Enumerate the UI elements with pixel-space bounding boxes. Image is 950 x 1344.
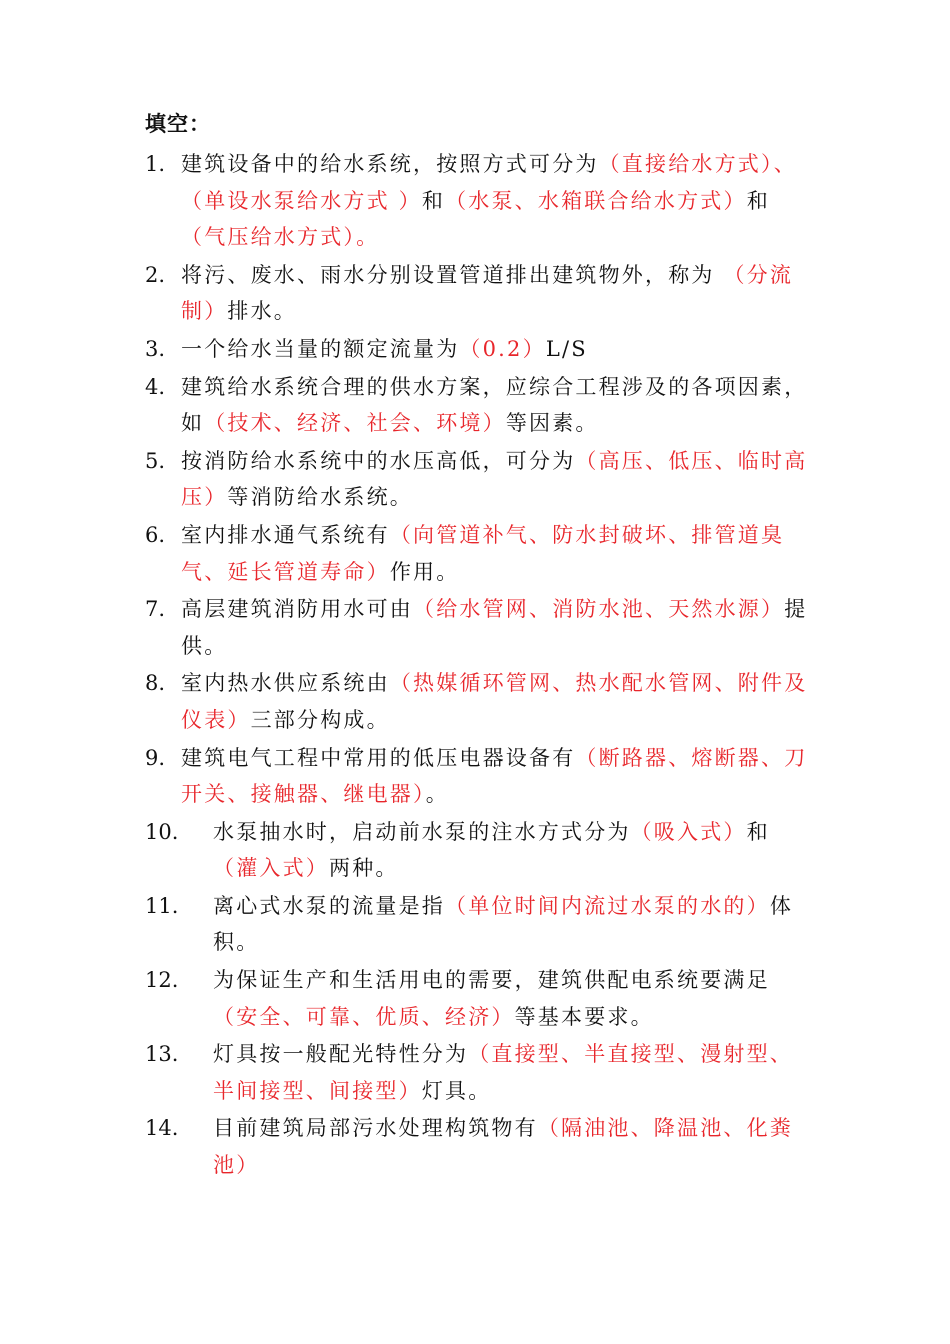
question-text: 等消防给水系统。 bbox=[227, 485, 414, 510]
question-text: 和 bbox=[746, 819, 770, 844]
list-item bbox=[145, 146, 810, 256]
item-text bbox=[181, 665, 810, 738]
answer-text: （气压给水方式）。 bbox=[181, 225, 380, 250]
answer-text: （高压、低压、临时高压） bbox=[181, 448, 808, 510]
answer-text: （安全、可靠、优质、经济） bbox=[213, 1004, 515, 1029]
item-number: 3. bbox=[145, 336, 166, 361]
answer-text: （单位时间内流过水泵的水的） bbox=[445, 893, 770, 918]
answer-text: （分流制） bbox=[181, 262, 794, 324]
question-text: 建筑给水系统合理的供水方案，应综合工程涉及的各项因素，如 bbox=[181, 374, 808, 436]
question-text: 按消防给水系统中的水压高低，可分为 bbox=[181, 448, 576, 473]
question-text: 室内热水供应系统由 bbox=[181, 671, 390, 696]
question-text: 体积。 bbox=[213, 893, 794, 955]
question-text: 将污、废水、雨水分别设置管道排出建筑物外，称为 bbox=[181, 262, 724, 287]
list-item bbox=[145, 369, 810, 442]
answer-text: （断路器、熔断器、刀开关、接触器、继电器） bbox=[181, 745, 808, 807]
item-number: 13. bbox=[145, 1042, 179, 1067]
item-number: 10. bbox=[145, 819, 179, 844]
item-number: 6. bbox=[145, 522, 166, 547]
list-item bbox=[145, 331, 810, 368]
answer-text: （给水管网、消防水池、天然水源） bbox=[413, 597, 785, 622]
answer-text: （水泵、水箱联合给水方式） bbox=[445, 188, 747, 213]
item-text bbox=[181, 369, 810, 442]
list-item bbox=[145, 517, 810, 590]
question-text: 。 bbox=[425, 782, 449, 807]
question-text: 目前建筑局部污水处理构筑物有 bbox=[213, 1116, 538, 1141]
section-heading: 填空： bbox=[145, 111, 211, 136]
list-item bbox=[145, 1036, 810, 1109]
item-text bbox=[181, 517, 810, 590]
item-text bbox=[213, 888, 810, 961]
question-text: 建筑设备中的给水系统，按照方式可分为 bbox=[181, 152, 599, 176]
item-number: 5. bbox=[145, 448, 166, 473]
question-text: 水泵抽水时，启动前水泵的注水方式分为 bbox=[213, 819, 631, 844]
question-text: 等基本要求。 bbox=[514, 1004, 654, 1029]
question-text: L/S bbox=[545, 336, 588, 361]
list-item bbox=[145, 888, 810, 961]
question-text: 和 bbox=[421, 188, 446, 213]
item-number: 1. bbox=[145, 152, 166, 176]
item-number: 9. bbox=[145, 745, 166, 770]
list-item bbox=[145, 740, 810, 813]
item-text bbox=[181, 740, 810, 813]
answer-text: （向管道补气、防水封破坏、排管道臭气、延长管道寿命） bbox=[181, 522, 785, 584]
question-text: 为保证生产和生活用电的需要，建筑供配电系统要满足 bbox=[213, 968, 770, 993]
item-number: 14. bbox=[145, 1116, 179, 1141]
item-text bbox=[213, 1036, 810, 1109]
item-number: 4. bbox=[145, 374, 166, 399]
question-text: 离心式水泵的流量是指 bbox=[213, 893, 445, 918]
question-text: 灯具。 bbox=[421, 1078, 492, 1103]
item-text bbox=[181, 591, 810, 664]
item-text bbox=[213, 1110, 810, 1183]
item-text bbox=[181, 443, 810, 516]
list-item bbox=[145, 443, 810, 516]
list-item bbox=[145, 591, 810, 664]
list-item bbox=[145, 257, 810, 330]
answer-text: （技术、经济、社会、环境） bbox=[204, 411, 506, 436]
question-text: 建筑电气工程中常用的低压电器设备有 bbox=[181, 745, 576, 770]
list-item bbox=[145, 1110, 810, 1183]
item-number: 7. bbox=[145, 597, 166, 622]
answer-text: （直接给水方式）、（单设水泵给水方式 ） bbox=[181, 152, 797, 213]
item-text bbox=[181, 331, 810, 368]
item-number: 2. bbox=[145, 262, 166, 287]
question-text: 两种。 bbox=[329, 856, 399, 881]
item-text bbox=[213, 962, 810, 1035]
answer-text: （热媒循环管网、热水配水管网、附件及仪表） bbox=[181, 671, 808, 732]
item-number: 8. bbox=[145, 671, 166, 696]
question-text: 室内排水通气系统有 bbox=[181, 522, 390, 547]
answer-text: （灌入式） bbox=[213, 856, 329, 881]
fill-in-list bbox=[145, 146, 810, 1185]
answer-text: （吸入式） bbox=[630, 819, 747, 844]
question-text: 高层建筑消防用水可由 bbox=[181, 597, 413, 622]
answer-text: （直接型、半直接型、漫射型、半间接型、间接型） bbox=[213, 1042, 794, 1103]
list-item bbox=[145, 814, 810, 887]
question-text: 作用。 bbox=[389, 559, 460, 584]
list-item bbox=[145, 962, 810, 1035]
item-number: 12. bbox=[145, 968, 179, 993]
list-item bbox=[145, 665, 810, 738]
question-text: 排水。 bbox=[227, 299, 298, 324]
question-text: 三部分构成。 bbox=[250, 707, 390, 732]
question-text: 等因素。 bbox=[505, 411, 599, 436]
answer-text: （0.2） bbox=[459, 336, 546, 361]
question-text: 一个给水当量的额定流量为 bbox=[181, 336, 460, 361]
item-text bbox=[181, 257, 810, 330]
item-text bbox=[181, 146, 810, 256]
question-text: 和 bbox=[746, 188, 770, 213]
question-text: 提供。 bbox=[181, 597, 808, 658]
item-number: 11. bbox=[145, 893, 179, 918]
question-text: 灯具按一般配光特性分为 bbox=[213, 1042, 469, 1067]
answer-text: （隔油池、降温池、化粪池） bbox=[213, 1116, 794, 1178]
item-text bbox=[213, 814, 810, 887]
